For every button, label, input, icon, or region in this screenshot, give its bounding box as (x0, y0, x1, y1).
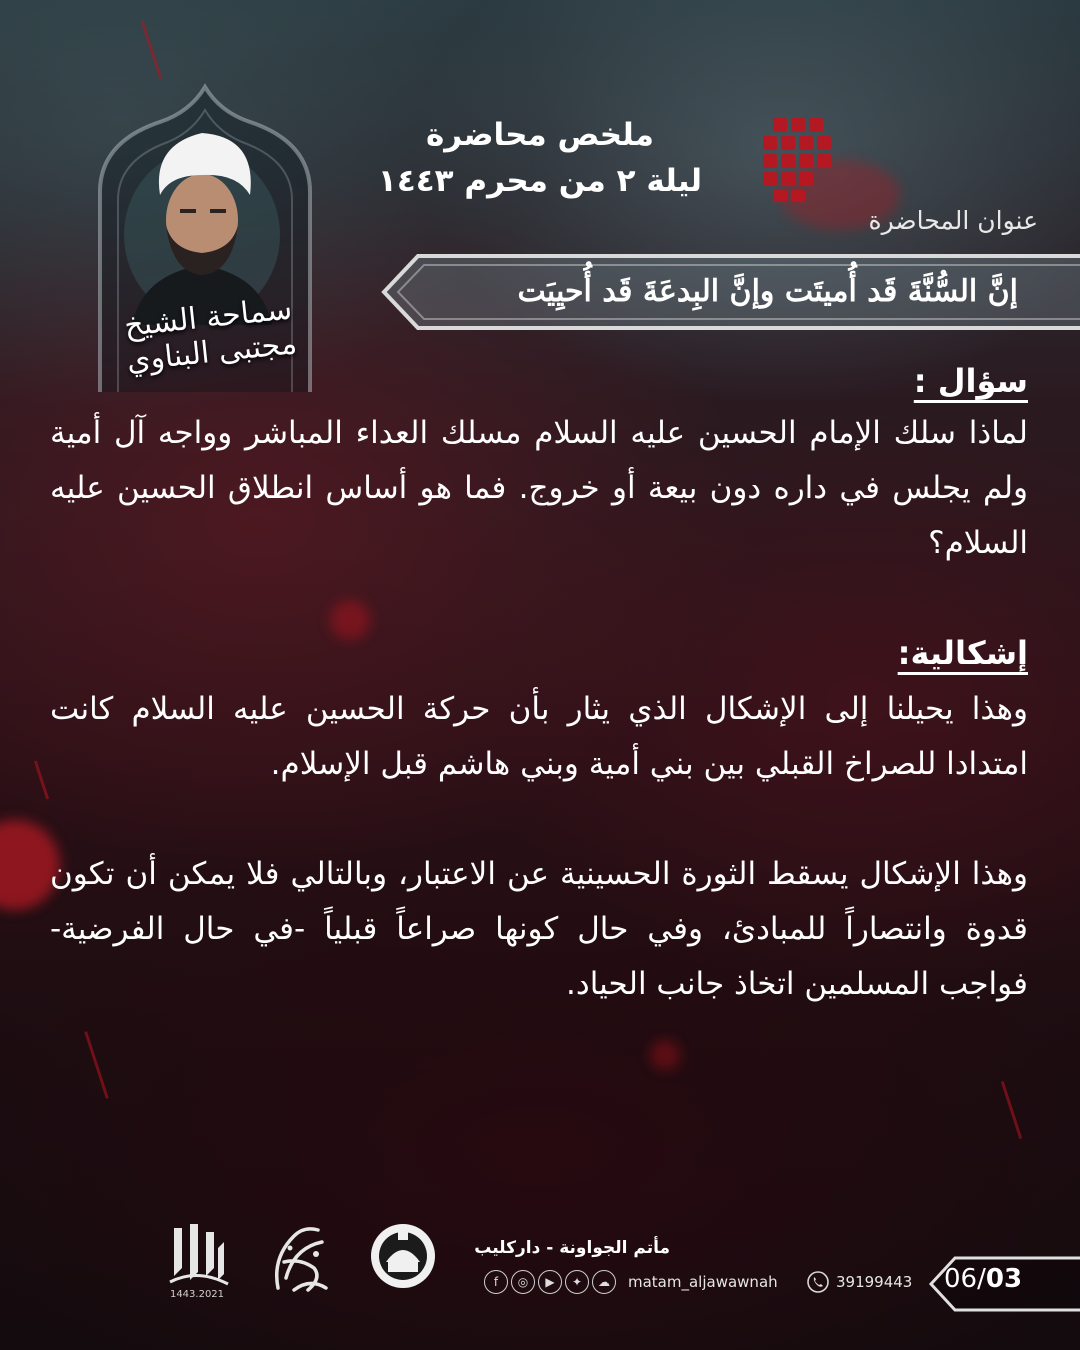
calligraphy-logo-icon (162, 1218, 232, 1300)
question-body: لماذا سلك الإمام الحسين عليه السلام مسلك العداء المباشر وواجه آل أمية ولم يجلس في داره دون بيعة أو خروج. فما هو أساس انطلاق الحسين عليه السلام؟ (50, 415, 1028, 561)
lecture-title (360, 112, 720, 204)
grid-emblem-icon (745, 112, 845, 212)
instagram-icon[interactable]: ◎ (511, 1270, 535, 1294)
bokeh-light (650, 1040, 680, 1070)
speaker-signature: سماحة الشيخ مجتبى البناوي (122, 291, 299, 379)
lecture-topic: إنَّ السُّنَّةَ قَد أُميتَت وإنَّ البِدعَةَ قَد أُحيِيَت (517, 274, 1018, 309)
azaa-logo-icon (264, 1218, 334, 1300)
page-current: 03 (985, 1264, 1023, 1294)
light-streak (84, 1031, 108, 1099)
page-indicator (944, 1264, 1022, 1294)
social-links (484, 1270, 616, 1294)
lecture-title-line2: ليلة ٢ من محرم ١٤٤٣ (377, 163, 703, 199)
org-name: مأتم الجواونة - داركليب (474, 1238, 670, 1258)
light-streak (1001, 1081, 1022, 1139)
question-heading: سؤال : (913, 362, 1028, 400)
topic-caption: عنوان المحاضرة (868, 206, 1038, 235)
page-total: 06 (944, 1264, 978, 1294)
phone-number: 39199443 (836, 1273, 913, 1291)
problem-body-continued: وهذا الإشكال يسقط الثورة الحسينية عن الاعتبار، وبالتالي فلا يمكن أن تكون قدوة وانتصاراً للمبادئ، وفي حال كونها صراعاً قبلياً -في حال الفرضية- فواجب المسلمين اتخاذ جانب الحياد. (50, 856, 1028, 1002)
youtube-icon[interactable]: ▶ (538, 1270, 562, 1294)
bokeh-light (330, 600, 370, 640)
problem-heading: إشكالية: (897, 634, 1028, 672)
light-streak (34, 761, 49, 800)
light-streak (141, 21, 162, 79)
logo-year: 1443.2021 (169, 1289, 225, 1300)
soundcloud-icon[interactable]: ☁ (592, 1270, 616, 1294)
twitter-icon[interactable]: ✦ (565, 1270, 589, 1294)
whatsapp-icon (806, 1270, 830, 1294)
social-handle[interactable]: matam_aljawawnah (628, 1273, 778, 1291)
problem-body: وهذا يحيلنا إلى الإشكال الذي يثار بأن حركة الحسين عليه السلام كانت امتدادا للصراخ القبلي بين بني أمية وبني هاشم قبل الإسلام. (50, 691, 1028, 782)
lecture-title-line1: ملخص محاضرة (426, 117, 654, 153)
page-separator: / (977, 1264, 986, 1294)
matam-emblem-icon (368, 1218, 438, 1300)
facebook-icon[interactable]: f (484, 1270, 508, 1294)
